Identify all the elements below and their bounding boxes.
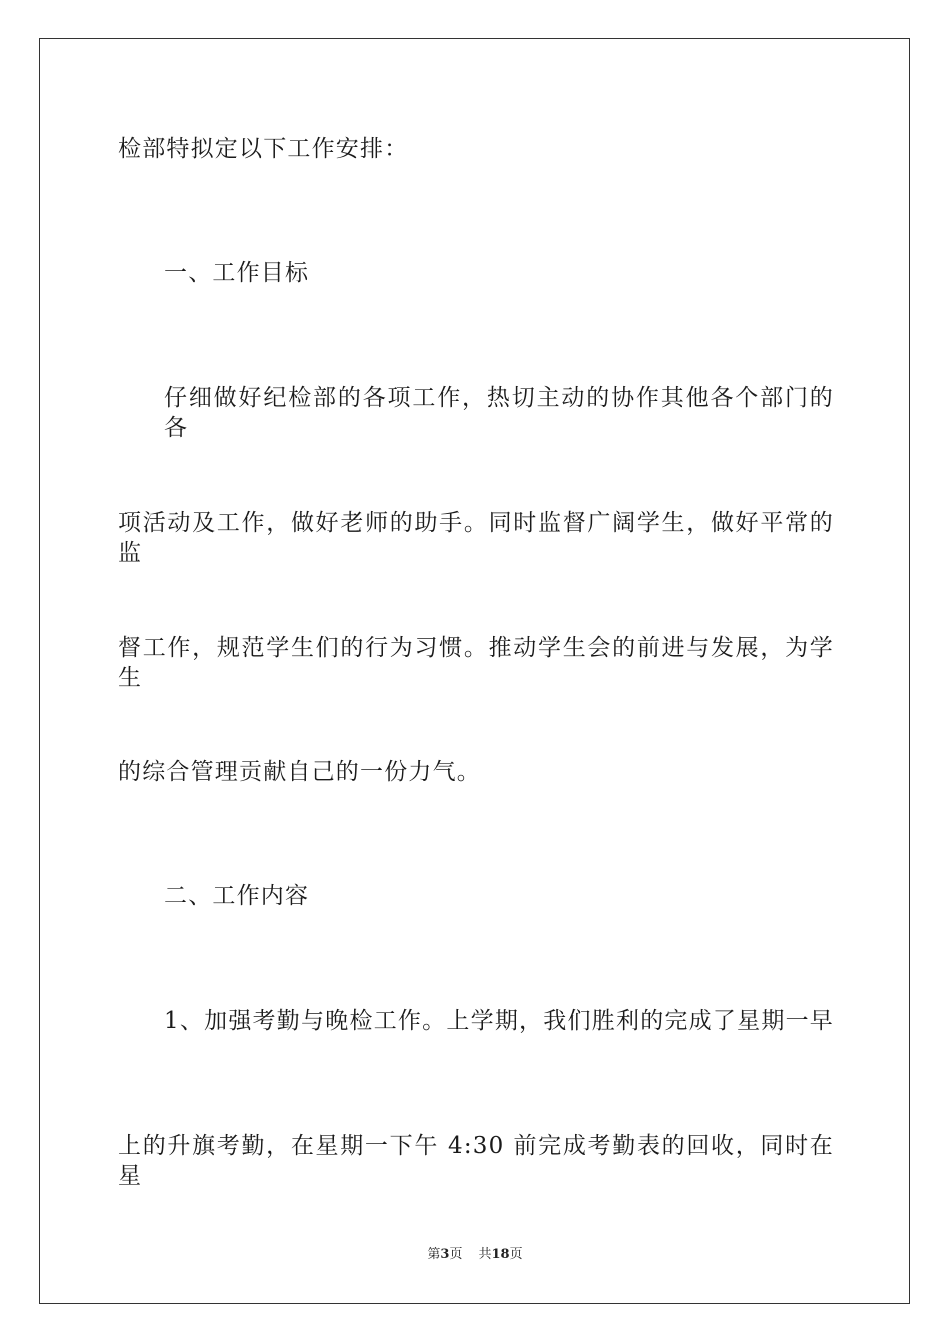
total-pages: 18 bbox=[491, 1247, 510, 1262]
section-heading-content: 二、工作内容 bbox=[164, 883, 310, 909]
paragraph-line: 督工作，规范学生们的行为习惯。推动学生会的前进与发展，为学生 bbox=[118, 635, 834, 691]
paragraph-line: 仔细做好纪检部的各项工作，热切主动的协作其他各个部门的各 bbox=[164, 385, 834, 441]
section-heading-goals: 一、工作目标 bbox=[164, 260, 310, 286]
page-prefix: 第 bbox=[427, 1247, 441, 1262]
total-suffix: 页 bbox=[509, 1247, 523, 1262]
total-prefix: 共 bbox=[478, 1247, 492, 1262]
paragraph-line: 检部特拟定以下工作安排： bbox=[118, 136, 409, 162]
paragraph-line: 的综合管理贡献自己的一份力气。 bbox=[118, 759, 481, 785]
page-footer bbox=[0, 1246, 950, 1264]
page-suffix: 页 bbox=[449, 1247, 463, 1262]
page-number: 3 bbox=[440, 1247, 450, 1262]
paragraph-line: 上的升旗考勤，在星期一下午 4:30 前完成考勤表的回收，同时在星 bbox=[118, 1133, 834, 1189]
paragraph-line: 1、加强考勤与晚检工作。上学期，我们胜利的完成了星期一早 bbox=[164, 1008, 834, 1034]
paragraph-line: 项活动及工作，做好老师的助手。同时监督广阔学生，做好平常的监 bbox=[118, 510, 834, 566]
